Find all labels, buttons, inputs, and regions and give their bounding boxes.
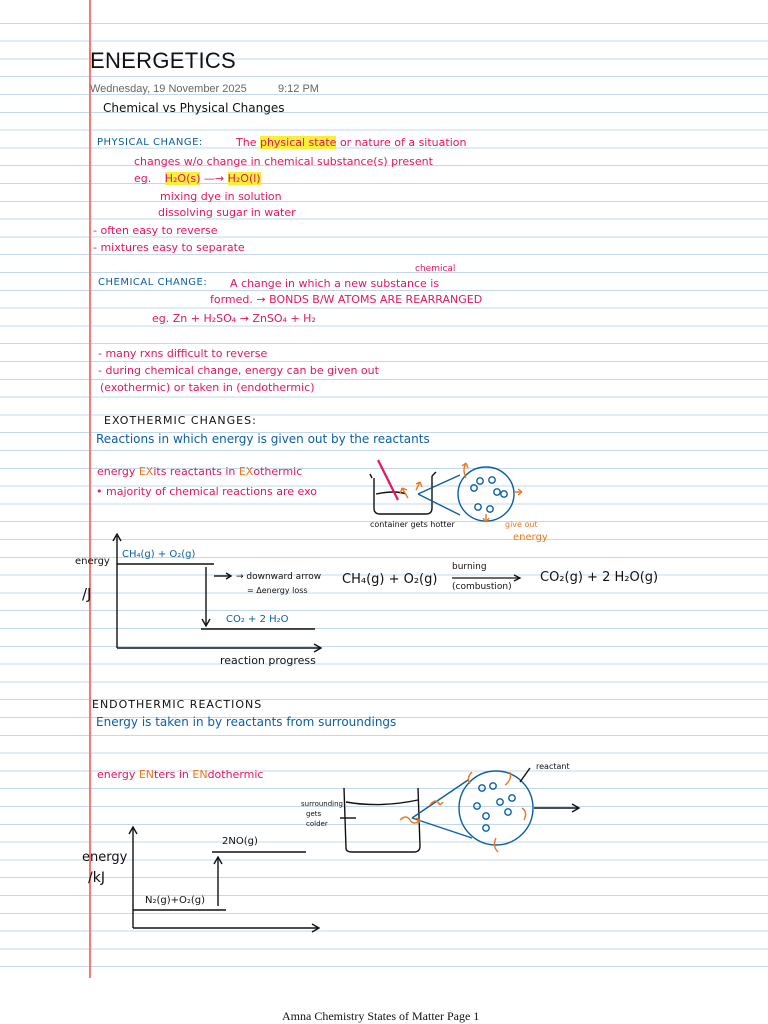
endothermic-definition: Energy is taken in by reactants from surroundings	[96, 715, 397, 729]
surroundings-label-1: surrounding	[301, 800, 343, 808]
exo-graph-reactants: CH₄(g) + O₂(g)	[122, 549, 196, 560]
chemical-bullet-2: - during chemical change, energy can be given out	[98, 364, 379, 377]
physical-change-definition: The physical state or nature of a situation	[236, 136, 467, 149]
exothermic-mnemonic: energy EXits reactants in EXothermic	[97, 465, 303, 478]
give-out-label-2: energy	[513, 532, 548, 543]
endo-graph-reactants: N₂(g)+O₂(g)	[145, 895, 206, 906]
combustion-products: CO₂(g) + 2 H₂O(g)	[540, 570, 659, 585]
physical-change-line2: changes w/o change in chemical substance(s) present	[134, 155, 433, 168]
exo-graph-ylabel: energy	[75, 556, 110, 567]
chemical-example: eg. Zn + H₂SO₄ → ZnSO₄ + H₂	[152, 312, 316, 325]
endo-graph-products: 2NO(g)	[222, 836, 258, 847]
page-title: ENERGETICS	[90, 48, 237, 73]
exo-graph-yunit: /J	[82, 585, 92, 603]
combustion-arrow	[452, 575, 520, 581]
exo-energy-profile	[113, 534, 321, 652]
chemical-change-label: CHEMICAL CHANGE:	[98, 277, 208, 288]
surroundings-label-2: gets	[306, 810, 322, 818]
physical-state-highlight: physical state	[259, 136, 337, 149]
chemical-change-definition: A change in which a new substance is	[230, 277, 440, 290]
section-title: Chemical vs Physical Changes	[103, 101, 285, 115]
page-footer: Amna Chemistry States of Matter Page 1	[282, 1009, 480, 1023]
endo-beaker	[340, 788, 420, 852]
physical-bullet-1: - often easy to reverse	[93, 224, 218, 237]
combustion-above: burning	[452, 562, 487, 572]
exo-beaker	[370, 472, 436, 514]
surroundings-label-3: colder	[306, 820, 328, 828]
exo-graph-arrow-note: → downward arrow	[236, 572, 322, 582]
exo-graph-xlabel: reaction progress	[220, 654, 316, 667]
page-date: Wednesday, 19 November 2025	[90, 83, 247, 95]
chemical-superscript: chemical	[415, 264, 456, 274]
exothermic-definition: Reactions in which energy is given out by the reactants	[96, 432, 430, 446]
exothermic-bullet: • majority of chemical reactions are exo	[96, 485, 318, 498]
endo-graph-yunit: /kJ	[88, 870, 105, 886]
page-time: 9:12 PM	[278, 83, 319, 95]
container-caption: container gets hotter	[370, 520, 455, 529]
exo-graph-arrow-note-2: = Δenergy loss	[247, 586, 308, 595]
chemical-bullet-3: (exothermic) or taken in (endothermic)	[100, 381, 315, 394]
reactant-label: reactant	[536, 762, 570, 771]
combustion-reactants: CH₄(g) + O₂(g)	[342, 572, 438, 587]
endo-particle-circle	[412, 771, 533, 845]
exo-graph-products: CO₂ + 2 H₂O	[226, 614, 289, 625]
physical-example-3: dissolving sugar in water	[158, 206, 296, 219]
exothermic-heading: EXOTHERMIC CHANGES:	[104, 414, 257, 427]
endothermic-heading: ENDOTHERMIC REACTIONS	[92, 698, 263, 711]
physical-change-label: PHYSICAL CHANGE:	[97, 137, 203, 148]
thermometer-icon	[378, 460, 398, 500]
exo-energy-arrows	[400, 463, 522, 522]
chemical-change-line2: formed. → BONDS B/W ATOMS ARE REARRANGED	[210, 293, 483, 306]
endo-graph-ylabel: energy	[82, 850, 128, 865]
endo-energy-profile	[129, 827, 319, 932]
give-out-label-1: give out	[505, 520, 538, 529]
physical-example: eg. H₂O(s) —→ H₂O(l)	[134, 172, 261, 185]
chemical-bullet-1: - many rxns difficult to reverse	[98, 347, 268, 360]
physical-example-2: mixing dye in solution	[160, 190, 282, 203]
endothermic-mnemonic: energy ENters in ENdothermic	[97, 768, 264, 781]
physical-bullet-2: - mixtures easy to separate	[93, 241, 245, 254]
combustion-below: (combustion)	[452, 582, 512, 592]
